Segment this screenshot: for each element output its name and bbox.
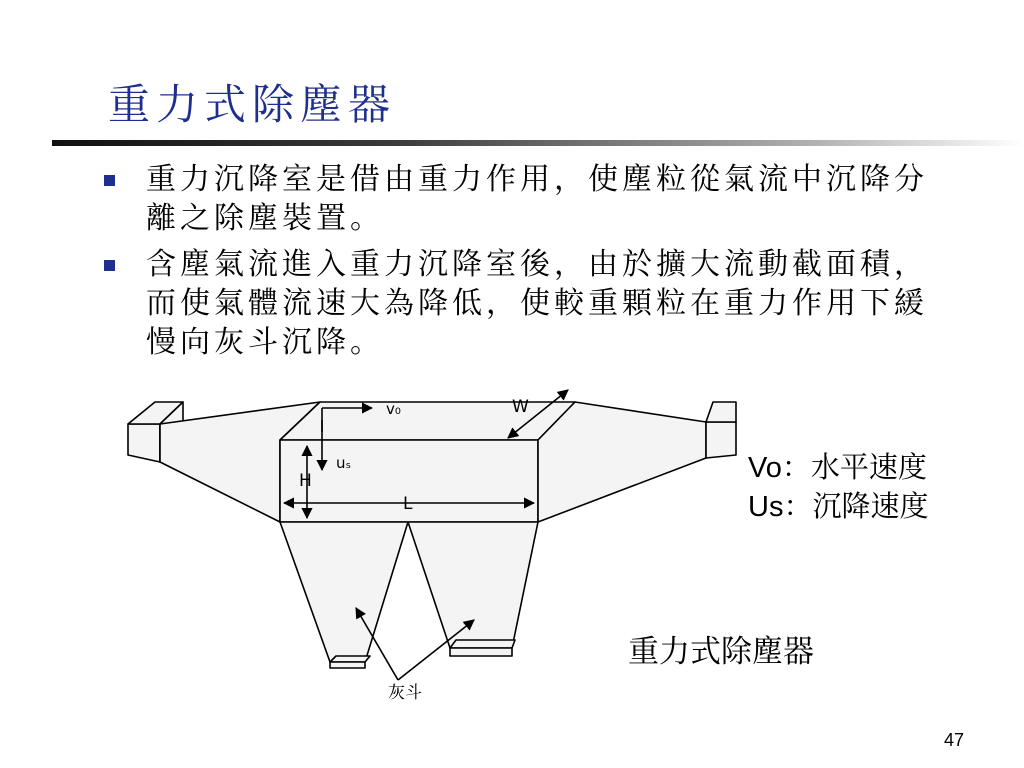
left-hopper-outlet [330, 656, 370, 662]
legend-symbol: Vo [748, 452, 782, 484]
square-bullet-icon [104, 260, 115, 271]
us-label: uₛ [336, 454, 352, 472]
w-label: W [512, 397, 529, 417]
outlet-transition [538, 402, 706, 522]
inlet-duct-front [128, 424, 160, 462]
legend [748, 448, 928, 526]
slide-title: 重力式除塵器 [108, 80, 397, 129]
legend-symbol: Us [748, 491, 784, 523]
left-hopper [280, 522, 408, 662]
legend-separator: ： [781, 450, 811, 484]
title-divider [52, 140, 1024, 146]
outlet-duct-top [706, 402, 736, 422]
figure-caption: 重力式除塵器 [628, 634, 814, 670]
bullet-list [100, 160, 940, 369]
l-label: L [403, 494, 413, 514]
left-hopper-bottom [330, 662, 365, 668]
legend-row [748, 487, 928, 526]
hopper-label: 灰斗 [388, 683, 422, 703]
h-label: H [299, 471, 312, 491]
legend-separator: ： [783, 489, 813, 523]
bullet-text: 含塵氣流進入重力沉降室後，由於擴大流動截面積，而使氣體流速大為降低，使較重顆粒在重力作用下緩慢向灰斗沉降。 [146, 247, 928, 360]
legend-meaning: 沉降速度 [812, 489, 929, 523]
legend-row [748, 448, 928, 487]
page-number: 47 [943, 730, 964, 750]
outlet-duct-front [706, 422, 736, 458]
v0-label: v₀ [386, 400, 401, 418]
right-hopper [408, 522, 538, 648]
square-bullet-icon [104, 175, 115, 186]
bullet-text: 重力沉降室是借由重力作用，使塵粒從氣流中沉降分離之除塵裝置。 [146, 162, 928, 236]
right-hopper-bottom [450, 640, 515, 648]
bullet-item [100, 245, 940, 362]
right-hopper-base [450, 648, 512, 656]
legend-meaning: 水平速度 [810, 450, 927, 484]
bullet-item [100, 160, 940, 238]
